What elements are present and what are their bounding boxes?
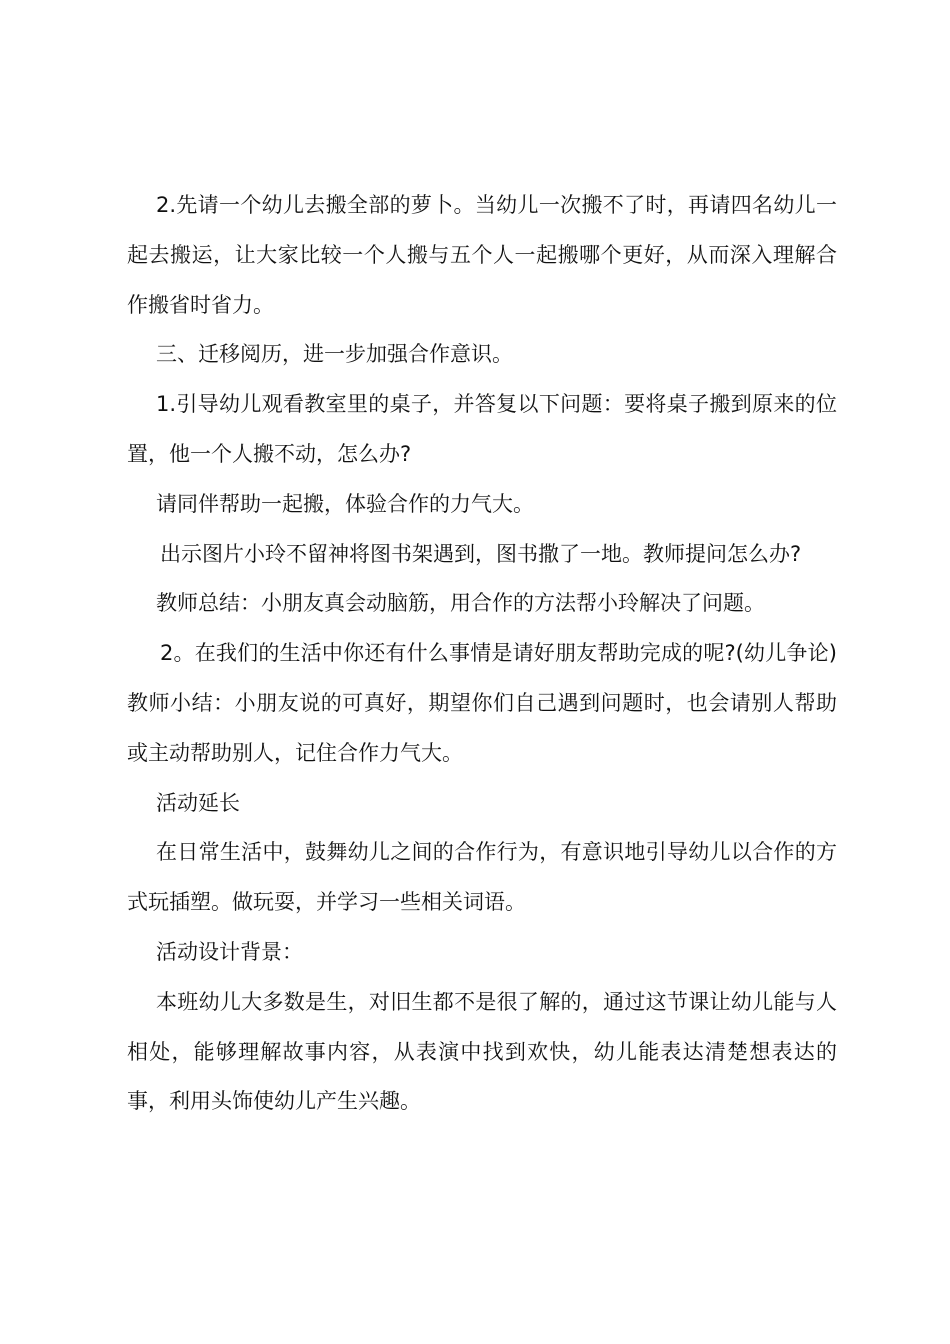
- paragraph-design-background-heading: 活动设计背景：: [156, 939, 303, 964]
- paragraph-step-1-desk-question: 1.引导幼儿观看教室里的桌子，并答复以下问题：要将桌子搬到原来的位置，他一个人搬不动，怎么办?: [127, 392, 837, 466]
- document-body: [127, 181, 837, 1127]
- paragraph-design-background-body: 本班幼儿大多数是生，对旧生都不是很了解的，通过这节课让幼儿能与人相处，能够理解故事内容，从表演中找到欢快，幼儿能表达清楚想表达的事，利用头饰使幼儿产生兴趣。: [127, 989, 837, 1114]
- paragraph-picture-bookshelf: 出示图片小玲不留神将图书架遇到，图书撒了一地。教师提问怎么办?: [160, 541, 802, 566]
- paragraph-step-2-carry-radishes: 2.先请一个幼儿去搬全部的萝卜。当幼儿一次搬不了时，再请四名幼儿一起去搬运，让大家比较一个人搬与五个人一起搬哪个更好，从而深入理解合作搬省时省力。: [127, 193, 837, 317]
- paragraph-activity-extension-heading: 活动延长: [156, 790, 240, 815]
- paragraph-activity-extension-body: 在日常生活中，鼓舞幼儿之间的合作行为，有意识地引导幼儿以合作的方式玩插塑。做玩耍，并学习一些相关词语。: [127, 840, 837, 915]
- paragraph-step-2-life-examples: 2。在我们的生活中你还有什么事情是请好朋友帮助完成的呢?(幼儿争论)教师小结：小朋友说的可真好，期望你们自己遇到问题时，也会请别人帮助或主动帮助别人，记住合作力气大。: [127, 641, 837, 765]
- paragraph-peer-help: 请同伴帮助一起搬，体验合作的力气大。: [156, 491, 534, 516]
- paragraph-teacher-summary: 教师总结：小朋友真会动脑筋，用合作的方法帮小玲解决了问题。: [156, 591, 765, 616]
- paragraph-section-3-heading: 三、迁移阅历，进一步加强合作意识。: [156, 342, 513, 367]
